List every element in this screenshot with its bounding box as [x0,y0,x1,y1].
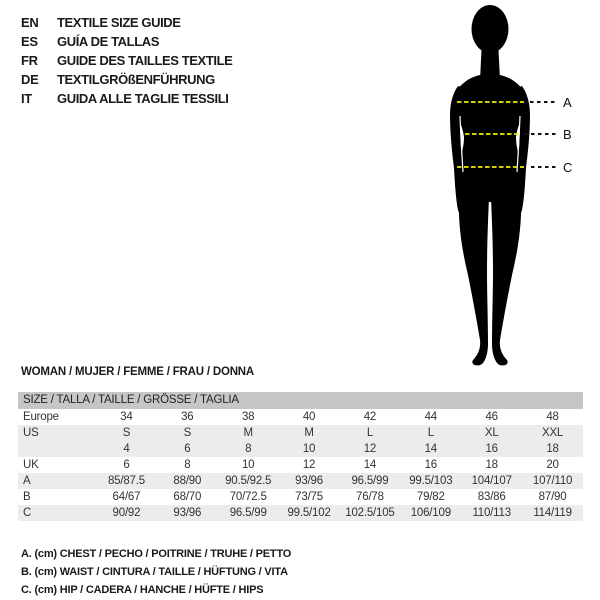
table-cell: 99.5/102 [287,507,331,519]
table-row [18,473,583,489]
language-row [21,89,232,108]
table-cell: S [183,427,192,439]
table-row-label: Europe [23,411,59,423]
measure-label-a: A [563,95,572,110]
table-cell: 99.5/103 [409,475,453,487]
table-cell: 12 [363,443,377,455]
table-cell: M [243,427,253,439]
table-cell: 110/113 [472,507,511,519]
woman-silhouette-icon [420,0,590,372]
table-cell: L [366,427,374,439]
table-cell: 85/87.5 [107,475,145,487]
table-cell: XL [484,427,499,439]
table-cell: 104/107 [471,475,512,487]
table-cell: 93/96 [173,507,202,519]
table-cell: 12 [302,459,316,471]
language-row [21,70,232,89]
table-cell: 8 [184,459,191,471]
language-title: GUIDA ALLE TAGLIE TESSILI [57,91,229,106]
table-cell: 68/70 [173,491,202,503]
silhouette-right-leg [491,198,521,365]
table-row [18,489,583,505]
language-code: EN [21,15,39,30]
legend-line: A. (cm) CHEST / PECHO / POITRINE / TRUHE / PETTO [21,548,292,560]
section-title: WOMAN / MUJER / FEMME / FRAU / DONNA [21,366,255,378]
table-cell: 16 [424,459,438,471]
table-row [18,457,583,473]
silhouette-body [450,5,530,365]
table-cell: 46 [485,411,498,423]
language-title: GUÍA DE TALLAS [57,34,160,49]
table-cell: 14 [363,459,377,471]
table-cell: 114/119 [533,507,572,519]
table-row [18,505,583,521]
table-row [18,425,583,441]
table-cell: 83/86 [477,491,506,503]
table-cell: 6 [184,443,191,455]
language-title: GUIDE DES TAILLES TEXTILE [57,53,233,68]
legend-line: B. (cm) WAIST / CINTURA / TAILLE / HÜFTUNG / VITA [21,566,288,578]
table-row [18,441,583,457]
table-row [18,409,583,425]
legend-line: C. (cm) HIP / CADERA / HANCHE / HÜFTE / HIPS [21,584,264,596]
table-cell: 34 [120,411,133,423]
silhouette-left-leg [459,198,489,365]
language-title: TEXTILE SIZE GUIDE [57,15,181,30]
table-cell: 70/72.5 [229,491,267,503]
table-cell: 106/109 [410,507,451,519]
table-row-label [18,441,96,457]
table-cell: M [304,427,314,439]
table-cell: 88/90 [173,475,202,487]
silhouette-torso [455,74,525,202]
language-list [21,13,232,108]
table-cell: 107/110 [532,475,573,487]
table-cell: 18 [485,459,498,471]
table-cell: 20 [546,459,559,471]
woman-silhouette-figure [420,0,590,372]
measurement-legend [21,545,291,599]
table-row-label: C [23,507,32,519]
table-cell: S [122,427,131,439]
table-row-label: B [23,491,31,503]
size-table-body [18,409,583,521]
table-cell: 18 [546,443,559,455]
table-cell: 48 [546,411,559,423]
table-cell: 10 [302,443,316,455]
table-cell: 96.5/99 [351,475,389,487]
table-cell: 79/82 [416,491,445,503]
measure-label-c: C [563,160,573,175]
language-title: TEXTILGRÖßENFÜHRUNG [57,72,215,87]
language-row [21,13,232,32]
table-cell: 36 [181,411,194,423]
table-row-label: A [23,475,31,487]
language-code: ES [21,34,38,49]
language-code: FR [21,53,38,68]
table-cell: 44 [424,411,438,423]
table-cell: 96.5/99 [229,507,267,519]
table-cell: 4 [123,443,130,455]
table-cell: 90/92 [112,507,141,519]
language-row [21,32,232,51]
table-cell: 87/90 [538,491,567,503]
table-cell: 42 [363,411,377,423]
table-row-label: UK [23,459,39,471]
table-cell: 8 [245,443,252,455]
table-cell: 10 [241,459,255,471]
table-cell: 76/78 [356,491,384,503]
table-cell: L [427,427,434,439]
table-cell: 102.5/105 [345,507,395,519]
table-cell: 90.5/92.5 [225,475,272,487]
table-cell: 16 [485,443,498,455]
table-cell: 64/67 [112,491,141,503]
table-cell: 14 [424,443,438,455]
table-cell: XXL [541,427,564,439]
language-code: DE [21,72,39,87]
table-cell: 73/75 [295,491,323,503]
language-code: IT [21,91,32,106]
size-table [18,392,583,521]
measure-label-b: B [563,127,572,142]
language-row [21,51,232,70]
table-cell: 38 [241,411,255,423]
table-cell: 93/96 [295,475,323,487]
table-cell: 40 [302,411,316,423]
table-row-label: US [23,427,39,439]
table-cell: 6 [123,459,130,471]
size-table-header: SIZE / TALLA / TAILLE / GRÖSSE / TAGLIA [18,392,583,409]
